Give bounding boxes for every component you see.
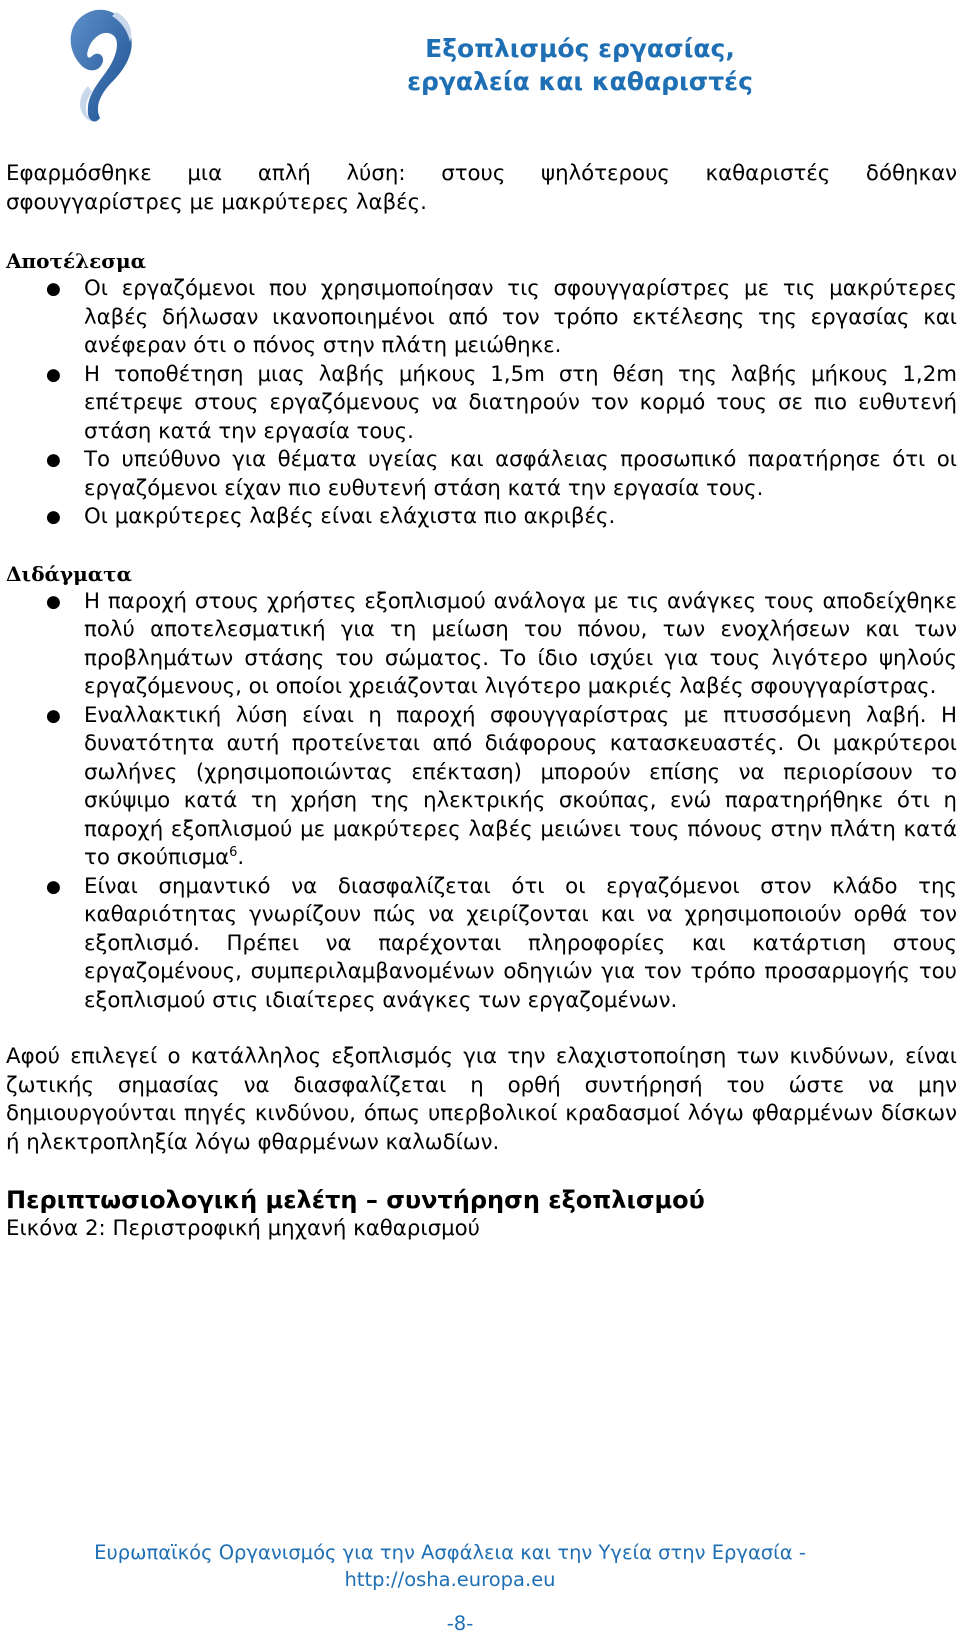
lessons-heading: Διδάγματα	[6, 561, 133, 586]
document-header-title	[300, 32, 860, 98]
footer-org-name: Ευρωπαϊκός Οργανισμός για την Ασφάλεια και την Υγεία στην Εργασία -	[94, 1541, 806, 1564]
lessons-list	[6, 588, 957, 1016]
list-item	[6, 361, 957, 447]
bullet-icon: ●	[46, 507, 61, 527]
results-bullet-3: Το υπεύθυνο για θέματα υγείας και ασφάλειας προσωπικό παρατήρησε ότι οι εργαζόμενοι είχαν πιο ευθυτενή στάση κατά την εργασία τους.	[84, 447, 957, 501]
bullet-icon: ●	[46, 364, 61, 385]
results-bullet-1: Οι εργαζόμενοι που χρησιμοποίησαν τις σφουγγαρίστρες με τις μακρύτερες λαβές δήλωσαν ικανοποιημένοι από τον τρόπο εκτέλεσης της εργασίας και ανέφεραν ότι ο πόνος στην πλάτη μειώθηκε.	[84, 276, 957, 358]
osha-ribbon-logo-icon	[58, 6, 148, 126]
footnote-ref: 6	[229, 844, 238, 860]
page-number: -8-	[446, 1612, 474, 1635]
document-body	[6, 160, 957, 1244]
intro-paragraph	[6, 160, 957, 217]
case-study-title: Περιπτωσιολογική μελέτη – συντήρηση εξοπλισμού	[6, 1186, 705, 1214]
bullet-icon: ●	[46, 450, 61, 470]
lessons-bullet-2: Εναλλακτική λύση είναι η παροχή σφουγγαρίστρας με πτυσσόμενη λαβή. Η δυνατότητα αυτή προτείνεται από διάφορους κατασκευαστές. Οι μακρύτεροι σωλήνες (χρησιμοποιώντας επέκταση) μπορούν επίσης να περιορίσουν το σκύψιμο κατά τη χρήση της ηλεκτρικής σκούπας, ενώ παρατηρήθηκε ότι η παροχή εξοπλισμού με μακρύτερες λαβές μειώνει τους πόνους στην πλάτη κατά το σκούπισμα	[84, 702, 957, 870]
bullet-icon: ●	[46, 591, 61, 612]
bullet-icon: ●	[46, 876, 61, 897]
figure-caption: Εικόνα 2: Περιστροφική μηχανή καθαρισμού	[6, 1216, 480, 1241]
list-item	[6, 873, 957, 1016]
osha-logo	[58, 6, 148, 126]
results-bullet-2: Η τοποθέτηση μιας λαβής μήκους 1,5m στη θέση της λαβής μήκους 1,2m επέτρεψε στους εργαζόμενους να διατηρούν τον κορμό τους σε πιο ευθυτενή στάση κατά την εργασία τους.	[84, 361, 957, 444]
list-item	[6, 588, 957, 702]
header-title-line1: Εξοπλισμός εργασίας,	[425, 34, 735, 63]
lessons-bullet-3: Είναι σημαντικό να διασφαλίζεται ότι οι εργαζόμενοι στον κλάδο της καθαριότητας γνωρίζουν πώς να χειρίζονται και να χρησιμοποιούν ορθά τον εξοπλισμό. Πρέπει να παρέχονται πληροφορίες και κατάρτιση στους εργαζομένους, συμπεριλαμβανομένων οδηγιών για τον τρόπο προσαρμογής του εξοπλισμού στις ιδιαίτερες ανάγκες των εργαζομένων.	[84, 873, 957, 1013]
bullet-icon: ●	[46, 279, 61, 299]
results-list	[6, 275, 957, 532]
results-bullet-4: Οι μακρύτερες λαβές είναι ελάχιστα πιο ακριβές.	[84, 504, 616, 529]
intro-line2: σφουγγαρίστρες με μακρύτερες λαβές.	[6, 189, 427, 215]
intro-line1: Εφαρμόσθηκε μια απλή λύση: στους ψηλότερους καθαριστές δόθηκαν	[6, 161, 957, 186]
header-title-line2: εργαλεία και καθαριστές	[407, 67, 753, 96]
footer-url: http://osha.europa.eu	[344, 1568, 556, 1591]
page-footer	[0, 1539, 900, 1593]
results-heading: Αποτέλεσμα	[6, 249, 147, 273]
list-item	[6, 446, 957, 503]
list-item	[6, 702, 957, 873]
list-item	[6, 275, 957, 361]
lessons-bullet-2-end: .	[237, 845, 245, 870]
closing-paragraph: Αφού επιλεγεί ο κατάλληλος εξοπλισμός για την ελαχιστοποίηση των κινδύνων, είναι ζωτικής σημασίας να διασφαλίζεται η ορθή συντήρησή του ώστε να μην δημιουργούνται πηγές κινδύνου, όπως υπερβολικοί κραδασμοί λόγω φθαρμένων δίσκων ή ηλεκτροπληξία λόγω φθαρμένων καλωδίων.	[6, 1044, 957, 1155]
list-item	[6, 503, 957, 532]
bullet-icon: ●	[46, 705, 61, 726]
lessons-bullet-1: Η παροχή στους χρήστες εξοπλισμού ανάλογα με τις ανάγκες τους αποδείχθηκε πολύ αποτελεσματική για τη μείωση του πόνου, των ενοχλήσεων και των προβλημάτων στάσης του σώματος. Το ίδιο ισχύει για τους λιγότερο ψηλούς εργαζόμενους, οι οποίοι χρειάζονται λιγότερο μακριές λαβές σφουγγαρίστρας.	[84, 588, 957, 699]
